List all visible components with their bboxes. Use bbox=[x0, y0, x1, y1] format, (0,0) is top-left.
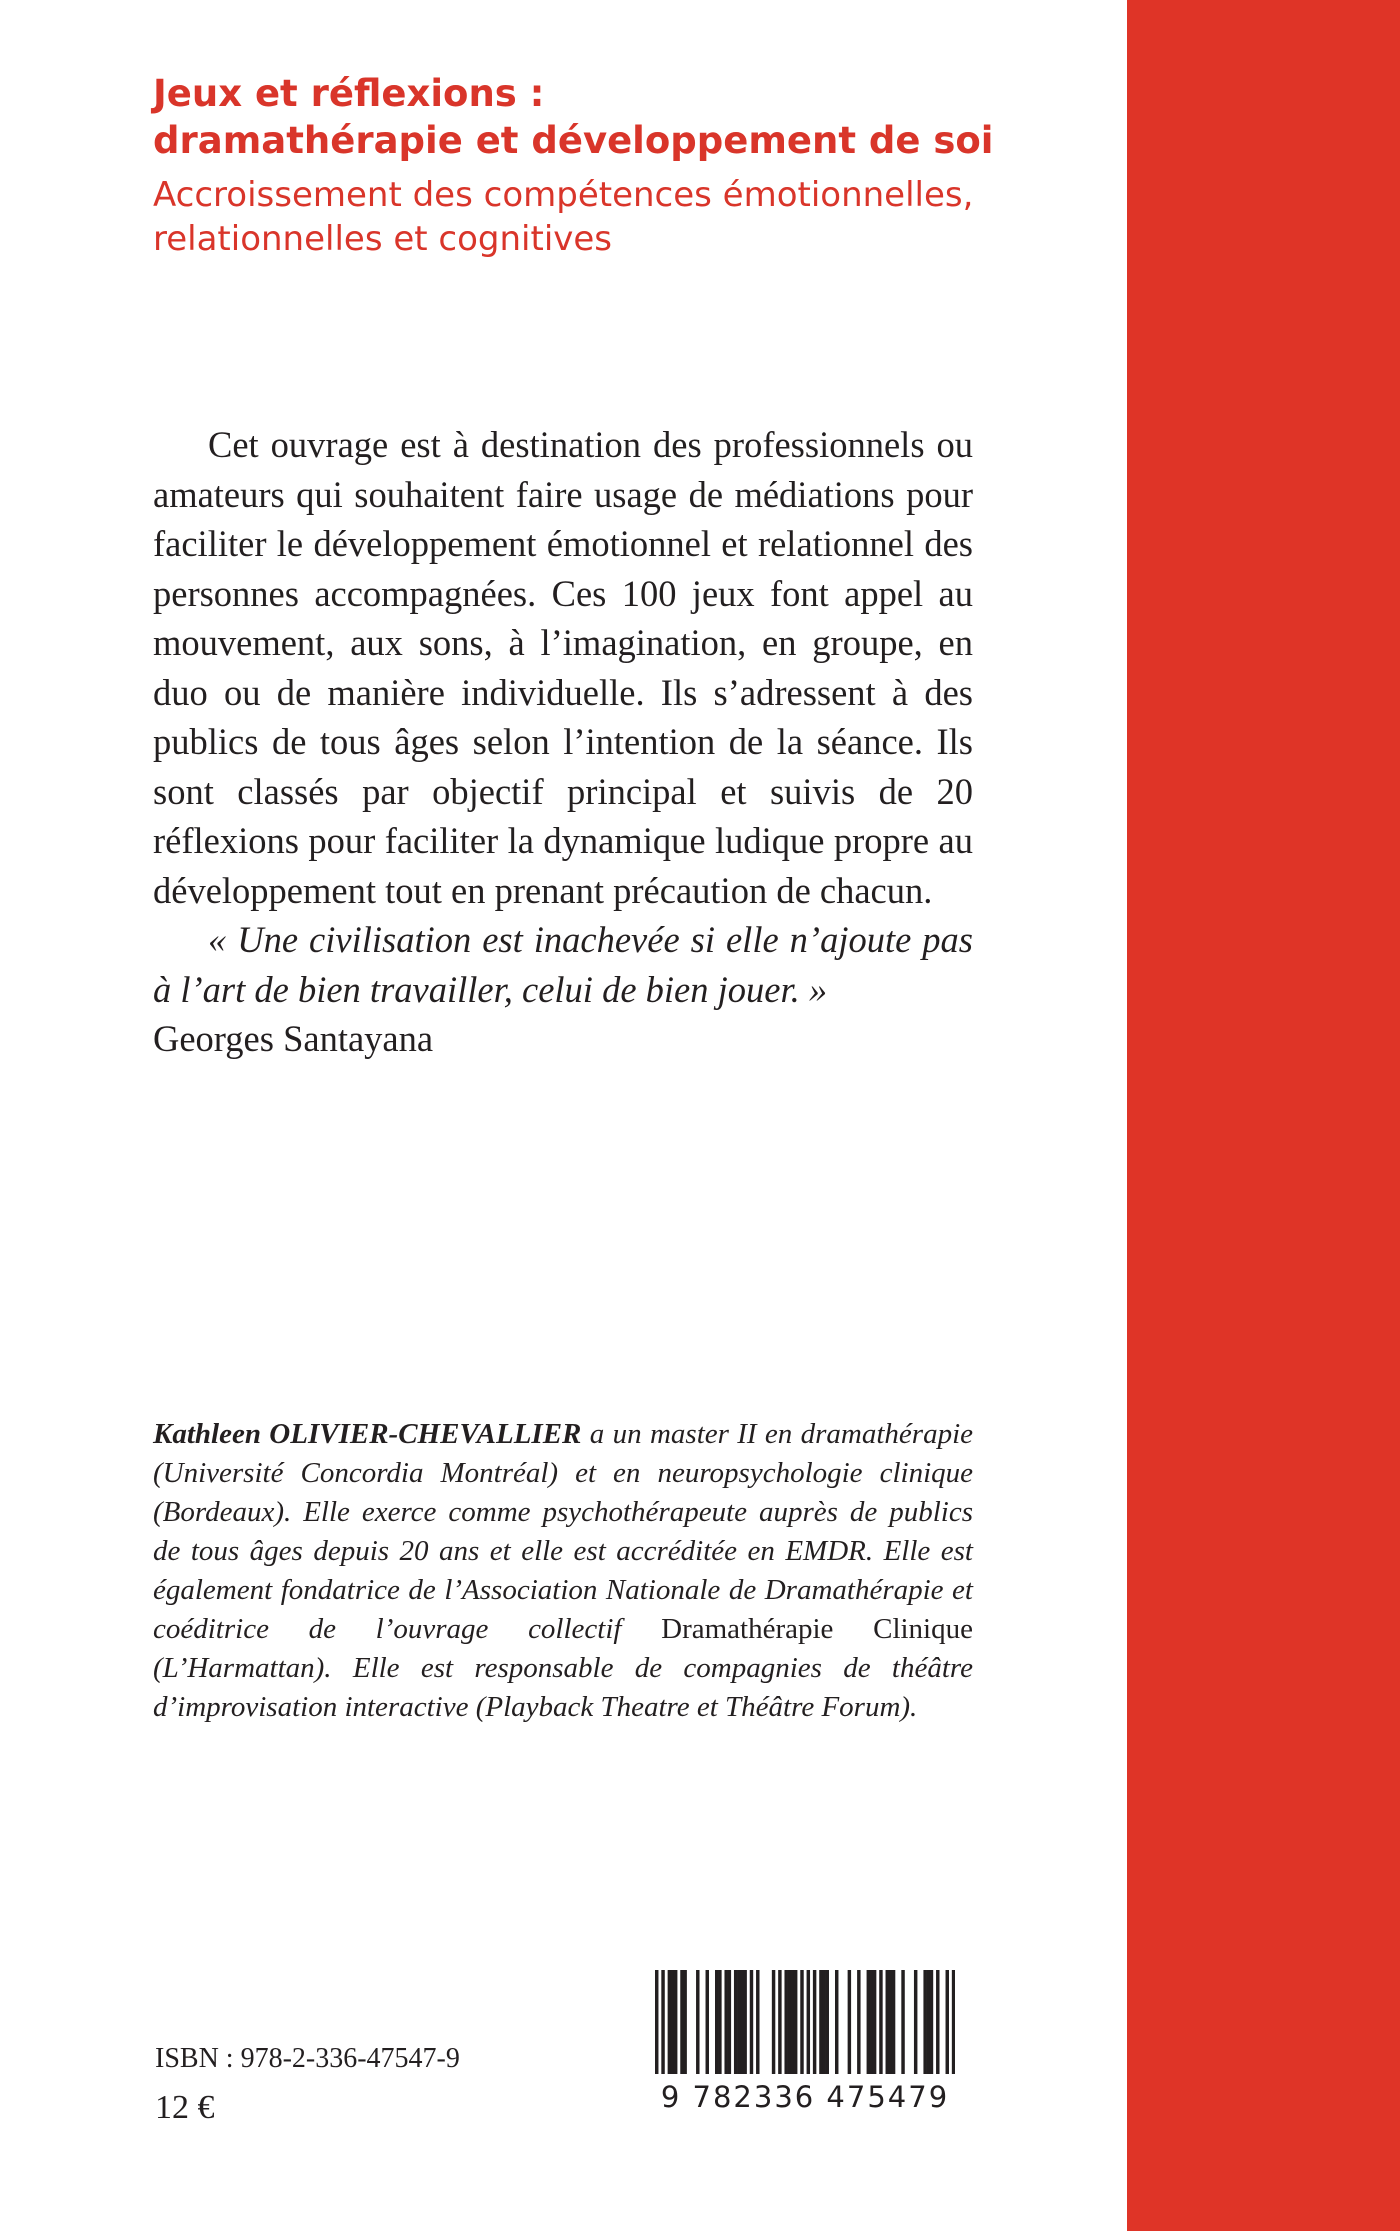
price: 12 € bbox=[155, 2089, 215, 2126]
title-block bbox=[153, 70, 1113, 261]
barcode-bar bbox=[857, 1970, 860, 2074]
book-title-line-2: dramathérapie et développement de soi bbox=[153, 119, 994, 162]
barcode-bar bbox=[680, 1970, 683, 2074]
subtitle bbox=[153, 173, 1113, 261]
barcode-bar bbox=[696, 1970, 699, 2074]
collective-work-title: Dramathérapie Clinique bbox=[661, 1613, 973, 1645]
epigraph-quote: « Une civilisation est inachevée si elle n’ajoute pas à l’art de bien travailler, celui de bien jouer. » bbox=[153, 919, 973, 1010]
barcode-bar bbox=[718, 1970, 721, 2074]
book-title-line-1: Jeux et réflexions : bbox=[153, 72, 545, 115]
barcode-bar bbox=[728, 1970, 731, 2074]
barcode-bar bbox=[724, 1970, 727, 2074]
barcode-bar bbox=[889, 1970, 892, 2074]
red-side-band bbox=[1127, 0, 1400, 2231]
author-name: Kathleen OLIVIER-CHEVALLIER bbox=[153, 1418, 582, 1450]
barcode-bar bbox=[778, 1970, 781, 2074]
barcode-bar bbox=[813, 1970, 816, 2074]
subtitle-line-1: Accroissement des compétences émotionnelles, bbox=[153, 175, 974, 215]
barcode-bar bbox=[671, 1970, 674, 2074]
barcode bbox=[655, 1970, 955, 2120]
barcode-bar bbox=[683, 1970, 686, 2074]
barcode-bar bbox=[734, 1970, 737, 2074]
barcode-bar bbox=[848, 1970, 851, 2074]
barcode-bar bbox=[788, 1970, 791, 2074]
subtitle-line-2: relationnelles et cognitives bbox=[153, 219, 613, 259]
barcode-bar bbox=[674, 1970, 677, 2074]
barcode-bar bbox=[756, 1970, 759, 2074]
barcode-bar bbox=[819, 1970, 822, 2074]
bio-text-part-1: a un master II en dramathérapie (Université Concordia Montréal) et en neuropsychologie clinique (Bordeaux). Elle exerce comme psychothérapeute auprès de publics de tous âges depuis 20 ans et elle est accréditée en EMDR. Elle est également fondatrice de l’Association Nationale de Dramathérapie et coéditrice de l’ouvrage collectif bbox=[153, 1418, 974, 1645]
barcode-bar bbox=[835, 1970, 838, 2074]
barcode-bar bbox=[750, 1970, 753, 2074]
barcode-bar bbox=[794, 1970, 797, 2074]
barcode-bar bbox=[927, 1970, 930, 2074]
barcode-bar bbox=[791, 1970, 794, 2074]
barcode-bar bbox=[936, 1970, 939, 2074]
author-biography bbox=[153, 1415, 973, 1727]
book-summary bbox=[153, 420, 973, 1064]
barcode-bar bbox=[930, 1970, 933, 2074]
barcode-digits: 9 782336 475479 bbox=[655, 2074, 955, 2120]
barcode-bar bbox=[886, 1970, 889, 2074]
barcode-bar bbox=[740, 1970, 743, 2074]
barcode-bar bbox=[822, 1970, 825, 2074]
barcode-bar bbox=[737, 1970, 740, 2074]
barcode-bar bbox=[715, 1970, 718, 2074]
summary-paragraph: Cet ouvrage est à destination des professionnels ou amateurs qui souhaitent faire usage de médiations pour faciliter le développement émotionnel et relationnel des personnes accompagnées. Ces 100 jeux font appel au mouvement, aux sons, à l’imagination, en groupe, en duo ou de manière individuelle. Ils s’adressent à des publics de tous âges selon l’intention de la séance. Ils sont classés par objectif principal et suivis de 20 réflexions pour faciliter la dynamique ludique propre au développement tout en prenant précaution de chacun. bbox=[153, 424, 973, 911]
barcode-bar bbox=[743, 1970, 746, 2074]
barcode-bar bbox=[879, 1970, 882, 2074]
barcode-bar bbox=[923, 1970, 926, 2074]
barcode-bar bbox=[772, 1970, 775, 2074]
barcode-bar bbox=[914, 1970, 917, 2074]
barcode-bar bbox=[784, 1970, 787, 2074]
barcode-bar bbox=[706, 1970, 709, 2074]
barcode-bar bbox=[867, 1970, 870, 2074]
barcode-bar bbox=[668, 1970, 671, 2074]
isbn: ISBN : 978-2-336-47547-9 bbox=[155, 2043, 460, 2074]
barcode-bar bbox=[826, 1970, 829, 2074]
barcode-bar bbox=[873, 1970, 876, 2074]
quote-author: Georges Santayana bbox=[153, 1018, 434, 1059]
barcode-bar bbox=[901, 1970, 904, 2074]
bio-text-part-2: (L’Harmattan). Elle est responsable de compagnies de théâtre d’improvisation interactive (Playback Theatre et Théâtre Forum). bbox=[153, 1652, 973, 1723]
barcode-bar bbox=[870, 1970, 873, 2074]
barcode-bar bbox=[892, 1970, 895, 2074]
